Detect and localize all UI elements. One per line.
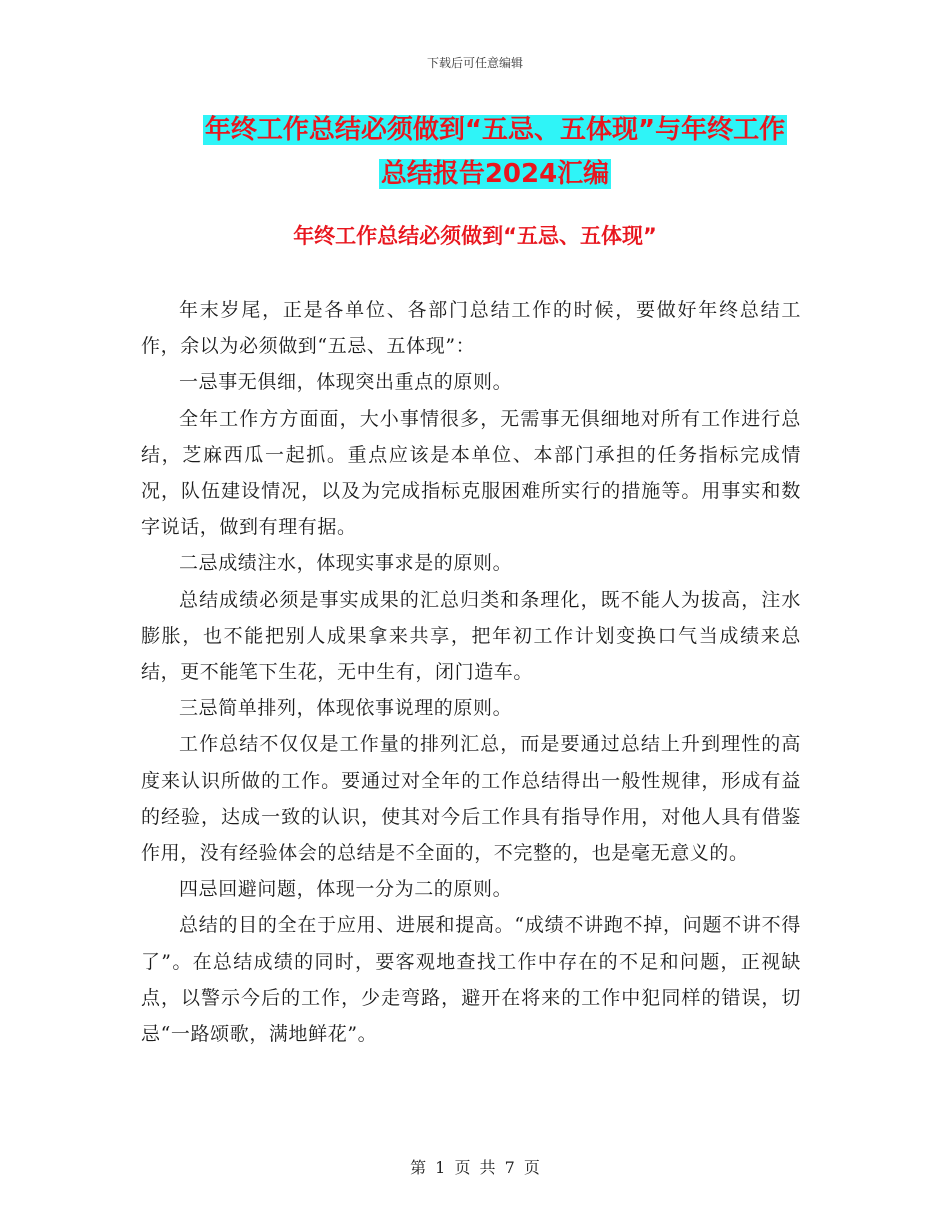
document-title (100, 108, 890, 196)
header-note: 下载后可任意编辑 (426, 56, 523, 70)
paragraph: 一忌事无俱细，体现突出重点的原则。 (179, 371, 513, 394)
title-line-2: 总结报告2024汇编 (380, 159, 610, 189)
document-body (141, 292, 801, 1052)
section-title: 年终工作总结必须做到“五忌、五体现” (293, 224, 657, 248)
page-footer: 第 1 页 共 7 页 (410, 1158, 540, 1177)
paragraph: 总结的目的全在于应用、进展和提高。“成绩不讲跑不掉，问题不讲不得了”。在总结成绩的同时，要客观地查找工作中存在的不足和问题，正视缺点，以警示今后的工作，少走弯路，避开在将来的工作中犯同样的错误，切忌“一路颂歌，满地鲜花”。 (141, 914, 801, 1046)
paragraph: 四忌回避问题，体现一分为二的原则。 (179, 878, 513, 901)
paragraph: 年末岁尾，正是各单位、各部门总结工作的时候，要做好年终总结工作，余以为必须做到“五忌、五体现”： (141, 299, 801, 358)
paragraph: 工作总结不仅仅是工作量的排列汇总，而是要通过总结上升到理性的高度来认识所做的工作。要通过对全年的工作总结得出一般性规律，形成有益的经验，达成一致的认识，使其对今后工作具有指导作用，对他人具有借鉴作用，没有经验体会的总结是不全面的，不完整的，也是毫无意义的。 (141, 733, 801, 865)
paragraph: 二忌成绩注水，体现实事求是的原则。 (179, 552, 513, 575)
paragraph: 三忌简单排列，体现依事说理的原则。 (179, 697, 513, 720)
title-line-1: 年终工作总结必须做到“五忌、五体现”与年终工作 (204, 115, 786, 145)
paragraph: 全年工作方方面面，大小事情很多，无需事无俱细地对所有工作进行总结，芝麻西瓜一起抓。重点应该是本单位、本部门承担的任务指标完成情况，队伍建设情况，以及为完成指标克服困难所实行的措施等。用事实和数字说话，做到有理有据。 (141, 407, 801, 539)
paragraph: 总结成绩必须是事实成果的汇总归类和条理化，既不能人为拔高，注水膨胀，也不能把别人成果拿来共享，把年初工作计划变换口气当成绩来总结，更不能笔下生花，无中生有，闭门造车。 (141, 588, 801, 684)
